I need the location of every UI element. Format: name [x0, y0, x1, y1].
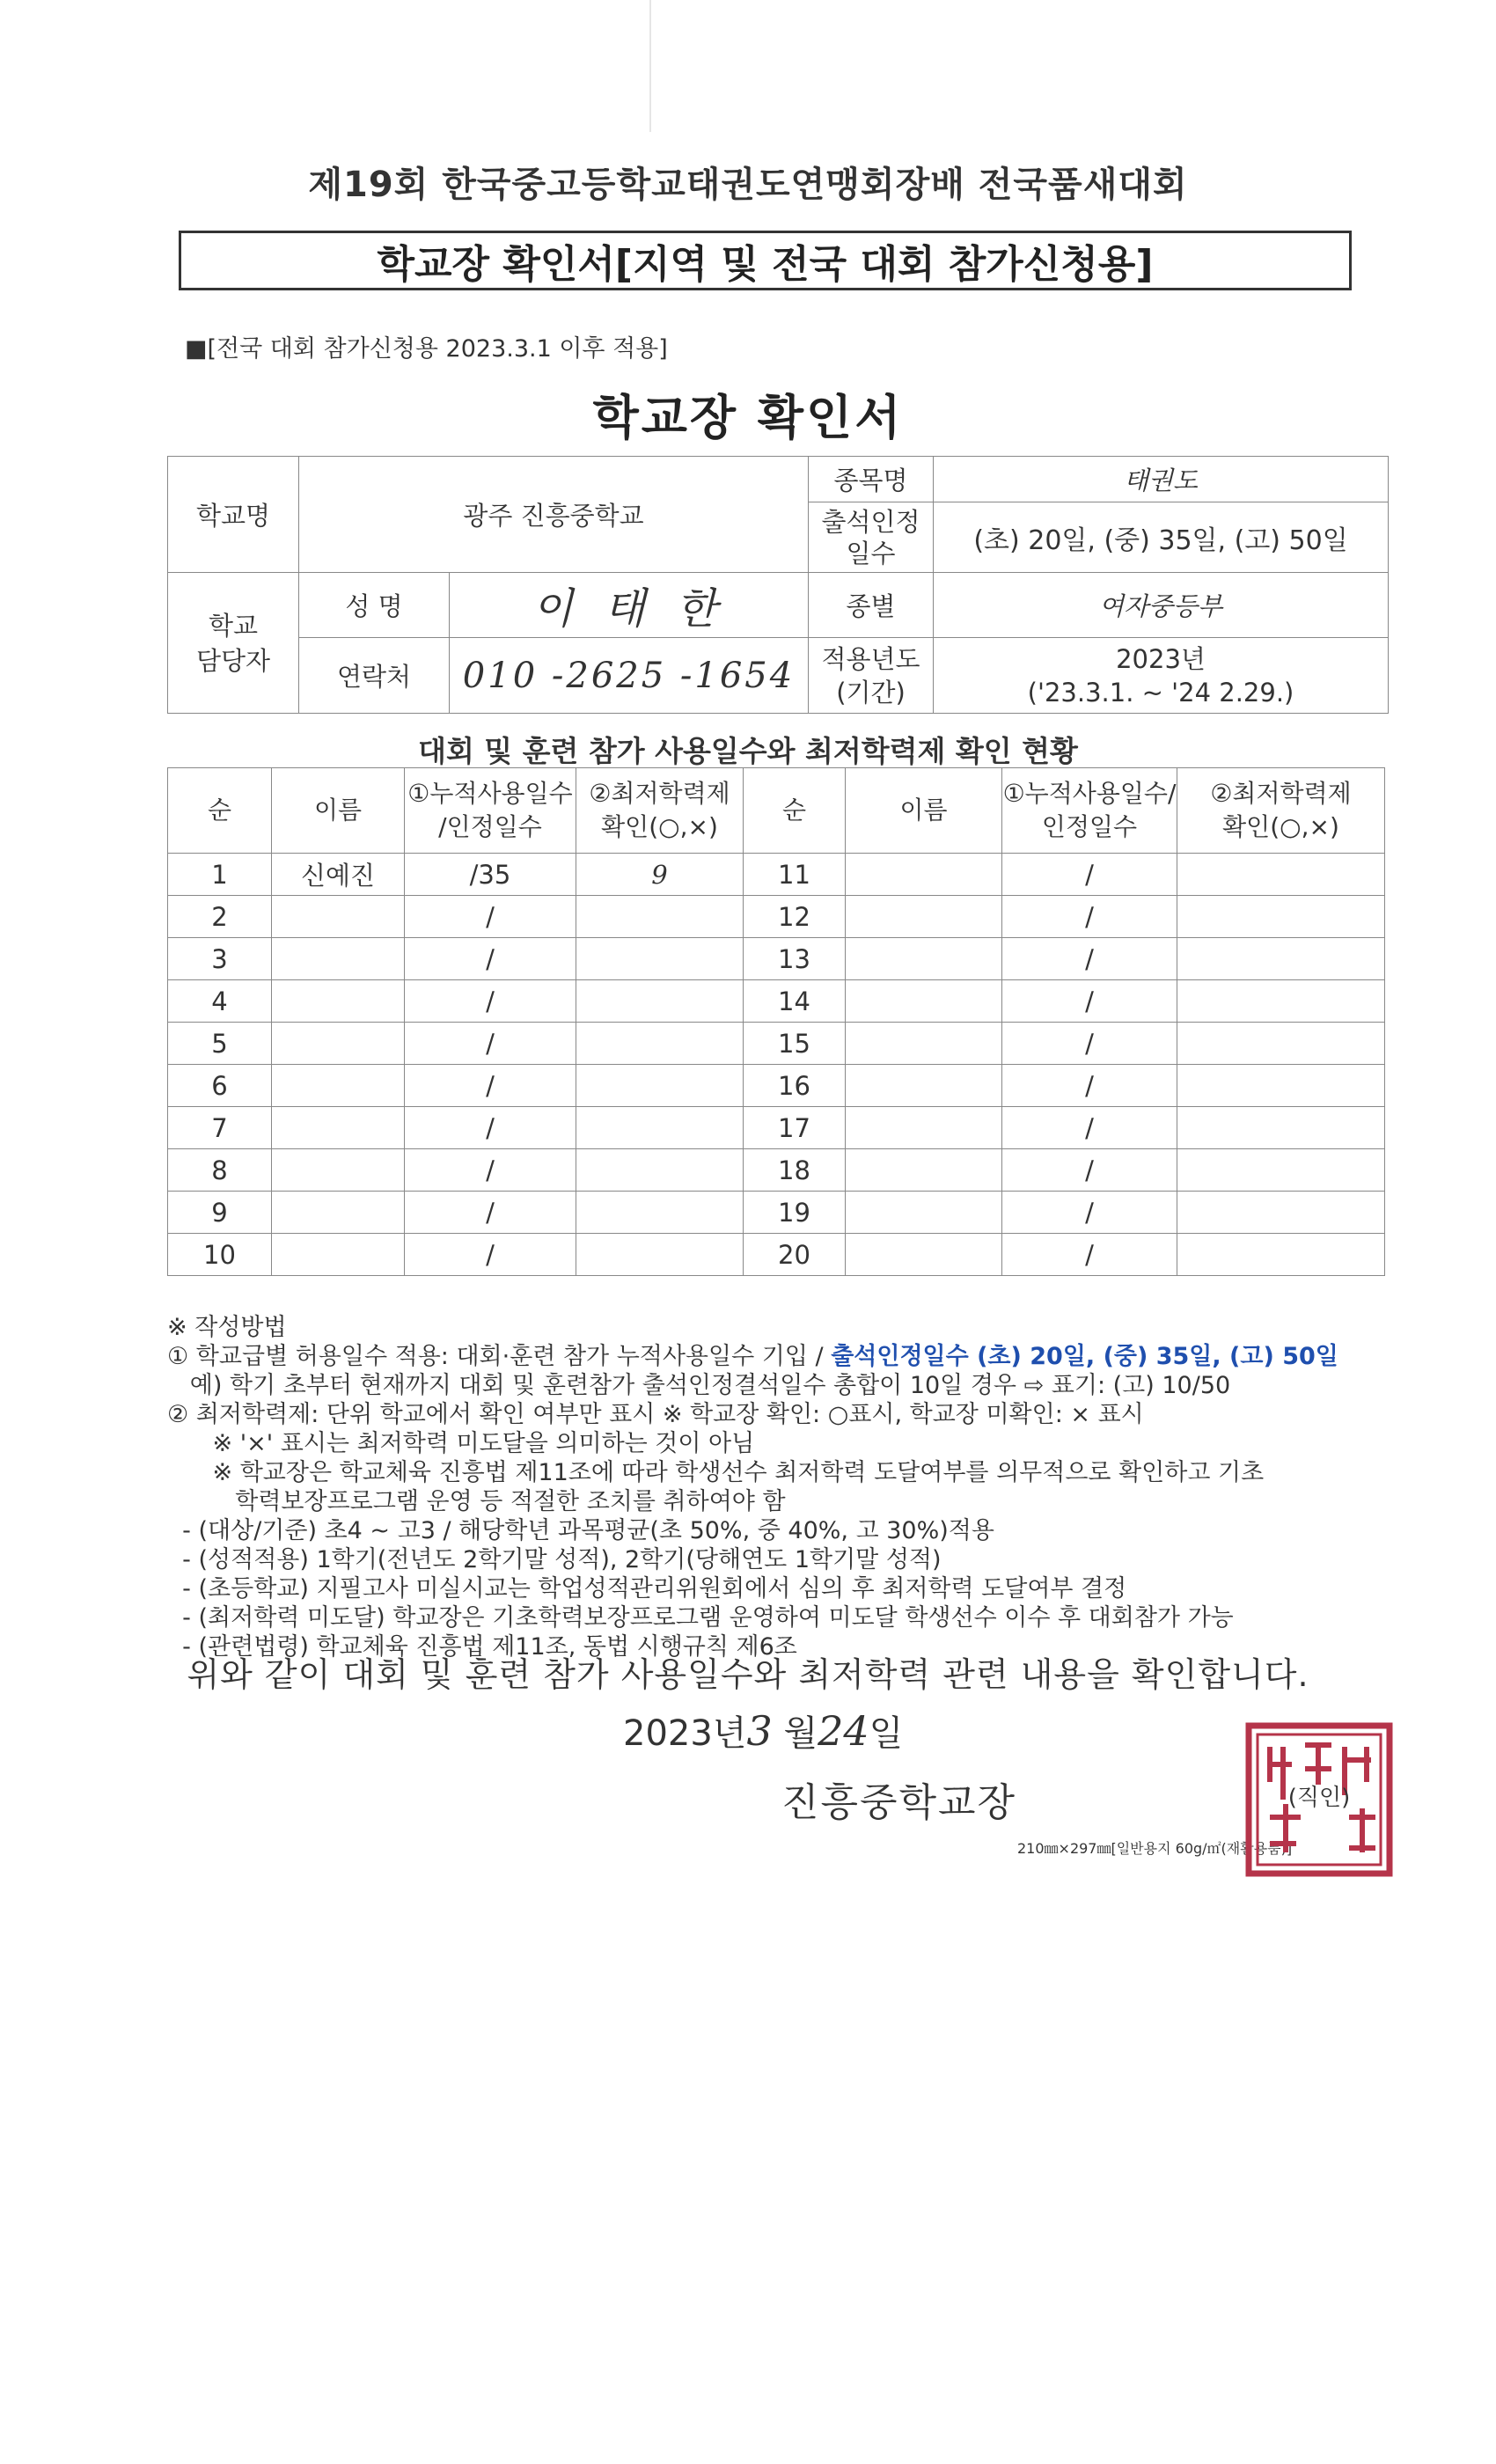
- cell-min2: [1177, 1192, 1385, 1234]
- attendance-value: (초) 20일, (중) 35일, (고) 50일: [934, 502, 1389, 573]
- header-name: 이름: [272, 768, 405, 854]
- cell-days2: /: [1002, 1065, 1177, 1107]
- cell-days: /: [405, 980, 576, 1023]
- cell-min: [576, 1234, 744, 1276]
- official-seal: [1243, 1720, 1395, 1879]
- cell-name: [272, 1065, 405, 1107]
- cell-no: 8: [168, 1149, 272, 1192]
- contact-label: 연락처: [299, 638, 450, 714]
- note-1-text: ① 학교급별 허용일수 적용: 대회·훈련 참가 누적사용일수 기입 /: [167, 1343, 832, 1370]
- cell-min: [576, 938, 744, 980]
- scope-note: ■[전국 대회 참가신청용 2023.3.1 이후 적용]: [185, 335, 668, 363]
- cell-no: 3: [168, 938, 272, 980]
- cell-days2: /: [1002, 896, 1177, 938]
- signature-date: [623, 1705, 903, 1756]
- detail-4: - (최저학력 미도달) 학교장은 기초학력보장프로그램 운영하여 미도달 학생선수 이수 후 대회참가 가능: [167, 1604, 1234, 1632]
- cell-no: 10: [168, 1234, 272, 1276]
- cell-min: [576, 980, 744, 1023]
- table-row: [168, 938, 1385, 980]
- cell-no: 7: [168, 1107, 272, 1149]
- cell-name: [272, 1149, 405, 1192]
- cell-no2: 16: [744, 1065, 846, 1107]
- cell-min2: [1177, 896, 1385, 938]
- note-1-example: 예) 학기 초부터 현재까지 대회 및 훈련참가 출석인정결석일수 총합이 10일 경우 ⇨ 표기: (고) 10/50: [167, 1372, 1231, 1399]
- cell-min2: [1177, 938, 1385, 980]
- cell-no2: 19: [744, 1192, 846, 1234]
- cell-days2: /: [1002, 1192, 1177, 1234]
- cell-no: 4: [168, 980, 272, 1023]
- principal-title: 진흥중학교장: [781, 1780, 1017, 1825]
- header-days: ①누적사용일수 /인정일수: [405, 768, 576, 854]
- category-label: 종별: [809, 573, 934, 638]
- cell-name: [272, 1107, 405, 1149]
- school-value: 광주 진흥중학교: [299, 457, 809, 573]
- table-row: [168, 1107, 1385, 1149]
- cell-min: [576, 1065, 744, 1107]
- writing-guide: [167, 1313, 1399, 1661]
- cell-min2: [1177, 1107, 1385, 1149]
- year-value: 2023년: [1116, 643, 1206, 674]
- note-2: ② 최저학력제: 단위 학교에서 확인 여부만 표시 ※ 학교장 확인: ○표시, 학교장 미확인: × 표시: [167, 1401, 1144, 1428]
- school-info-table: [167, 456, 1389, 714]
- name-value-handwritten: 이 태 한: [450, 573, 809, 638]
- cell-days: /: [405, 896, 576, 938]
- cell-days: /: [405, 1023, 576, 1065]
- event-title: 제19회 한국중고등학교태권도연맹회장배 전국품새대회: [308, 165, 1188, 205]
- cell-name: [272, 938, 405, 980]
- cell-no2: 17: [744, 1107, 846, 1149]
- date-day-suffix: 일: [869, 1713, 904, 1754]
- header-days2: ①누적사용일수/ 인정일수: [1002, 768, 1177, 854]
- cell-min: [576, 1192, 744, 1234]
- usage-table: [167, 767, 1385, 1276]
- table-row: [168, 1192, 1385, 1234]
- cell-min2: [1177, 1065, 1385, 1107]
- usage-table-header: [168, 768, 1385, 854]
- cell-name: 신예진: [272, 854, 405, 896]
- header-no2: 순: [744, 768, 846, 854]
- cell-days2: /: [1002, 1023, 1177, 1065]
- cell-name2: [846, 980, 1002, 1023]
- cell-min2: [1177, 854, 1385, 896]
- contact-value-handwritten: 010 -2625 -1654: [450, 638, 809, 714]
- cell-name2: [846, 854, 1002, 896]
- cell-min: [576, 1149, 744, 1192]
- cell-name2: [846, 896, 1002, 938]
- cell-days2: /: [1002, 980, 1177, 1023]
- form-title: 학교장 확인서[지역 및 전국 대회 참가신청용]: [377, 242, 1154, 287]
- cell-no2: 14: [744, 980, 846, 1023]
- cell-days2: /: [1002, 938, 1177, 980]
- cell-days2: /: [1002, 1149, 1177, 1192]
- date-month: 3: [746, 1707, 773, 1755]
- cell-days: /35: [405, 854, 576, 896]
- cell-name: [272, 896, 405, 938]
- detail-5: - (관련법령) 학교체육 진흥법 제11조, 동법 시행규칙 제6조: [167, 1633, 797, 1661]
- cell-no: 5: [168, 1023, 272, 1065]
- note-1: [167, 1342, 1399, 1371]
- date-day: 24: [818, 1707, 869, 1755]
- cell-no: 9: [168, 1192, 272, 1234]
- table-row: [168, 1023, 1385, 1065]
- cell-no2: 15: [744, 1023, 846, 1065]
- paper-spec: 210㎜×297㎜[일반용지 60g/㎡(재활용품)]: [1017, 1840, 1293, 1857]
- name-label: 성 명: [299, 573, 450, 638]
- cell-min: [576, 1107, 744, 1149]
- cell-name: [272, 980, 405, 1023]
- cell-min: [576, 896, 744, 938]
- year-period: ('23.3.1. ~ '24 2.29.): [1027, 677, 1294, 708]
- table-row: [168, 854, 1385, 896]
- header-min2: ②최저학력제 확인(○,×): [1177, 768, 1385, 854]
- form-title-box: [179, 231, 1352, 290]
- seal-label: (직인): [1287, 1785, 1351, 1811]
- cell-no: 1: [168, 854, 272, 896]
- notes-heading: ※ 작성방법: [167, 1314, 287, 1341]
- school-label: 학교명: [168, 457, 299, 573]
- date-month-suffix: 월: [783, 1713, 818, 1754]
- cell-min2: [1177, 980, 1385, 1023]
- cell-name2: [846, 1107, 1002, 1149]
- table-row: [168, 1234, 1385, 1276]
- cell-min: 9: [576, 854, 744, 896]
- cell-name2: [846, 1023, 1002, 1065]
- manager-label: 학교 담당자: [168, 573, 299, 714]
- cell-no2: 20: [744, 1234, 846, 1276]
- cell-min2: [1177, 1234, 1385, 1276]
- cell-no2: 18: [744, 1149, 846, 1192]
- cell-name2: [846, 1192, 1002, 1234]
- header-no: 순: [168, 768, 272, 854]
- cell-days: /: [405, 1234, 576, 1276]
- usage-section-title: 대회 및 훈련 참가 사용일수와 최저학력제 확인 현황: [418, 734, 1078, 768]
- cell-no2: 13: [744, 938, 846, 980]
- cell-no2: 12: [744, 896, 846, 938]
- detail-2: - (성적적용) 1학기(전년도 2학기말 성적), 2학기(당해연도 1학기말 성적): [167, 1546, 942, 1573]
- table-row: [168, 1149, 1385, 1192]
- main-title: 학교장 확인서: [592, 390, 904, 445]
- year-cell: [934, 638, 1389, 714]
- cell-days: /: [405, 1065, 576, 1107]
- table-row: [168, 1065, 1385, 1107]
- cell-days: /: [405, 1192, 576, 1234]
- year-label: 적용년도 (기간): [809, 638, 934, 714]
- cell-min: [576, 1023, 744, 1065]
- cell-name2: [846, 1234, 1002, 1276]
- cell-name2: [846, 938, 1002, 980]
- header-name2: 이름: [846, 768, 1002, 854]
- table-row: [168, 896, 1385, 938]
- cell-days2: /: [1002, 1234, 1177, 1276]
- cell-no: 2: [168, 896, 272, 938]
- note-2-c: 학력보장프로그램 운영 등 적절한 조치를 취하여야 함: [167, 1488, 786, 1515]
- cell-name: [272, 1192, 405, 1234]
- cell-no: 6: [168, 1065, 272, 1107]
- header-min: ②최저학력제 확인(○,×): [576, 768, 744, 854]
- cell-no2: 11: [744, 854, 846, 896]
- cell-name: [272, 1023, 405, 1065]
- event-value: 태권도: [934, 457, 1389, 502]
- cell-days2: /: [1002, 854, 1177, 896]
- confirm-statement: 위와 같이 대회 및 훈련 참가 사용일수와 최저학력 관련 내용을 확인합니다.: [187, 1655, 1309, 1694]
- category-value: 여자중등부: [934, 573, 1389, 638]
- table-row: [168, 980, 1385, 1023]
- date-year: 2023년: [623, 1713, 747, 1754]
- cell-min2: [1177, 1023, 1385, 1065]
- scan-edge-line: [649, 0, 651, 132]
- event-label: 종목명: [809, 457, 934, 502]
- detail-3: - (초등학교) 지필고사 미실시교는 학업성적관리위원회에서 심의 후 최저학력 도달여부 결정: [167, 1575, 1127, 1602]
- cell-name2: [846, 1065, 1002, 1107]
- note-1-attendance: 출석인정일수 (초) 20일, (중) 35일, (고) 50일: [831, 1343, 1338, 1370]
- attendance-label: 출석인정 일수: [809, 502, 934, 573]
- cell-days: /: [405, 1149, 576, 1192]
- cell-days: /: [405, 938, 576, 980]
- cell-name: [272, 1234, 405, 1276]
- cell-days2: /: [1002, 1107, 1177, 1149]
- detail-1: - (대상/기준) 초4 ~ 고3 / 해당학년 과목평균(초 50%, 중 40%, 고 30%)적용: [167, 1517, 994, 1544]
- note-2-a: ※ '×' 표시는 최저학력 미도달을 의미하는 것이 아님: [167, 1430, 755, 1457]
- cell-name2: [846, 1149, 1002, 1192]
- cell-days: /: [405, 1107, 576, 1149]
- note-2-b: ※ 학교장은 학교체육 진흥법 제11조에 따라 학생선수 최저학력 도달여부를 의무적으로 확인하고 기초: [167, 1459, 1265, 1486]
- cell-min2: [1177, 1149, 1385, 1192]
